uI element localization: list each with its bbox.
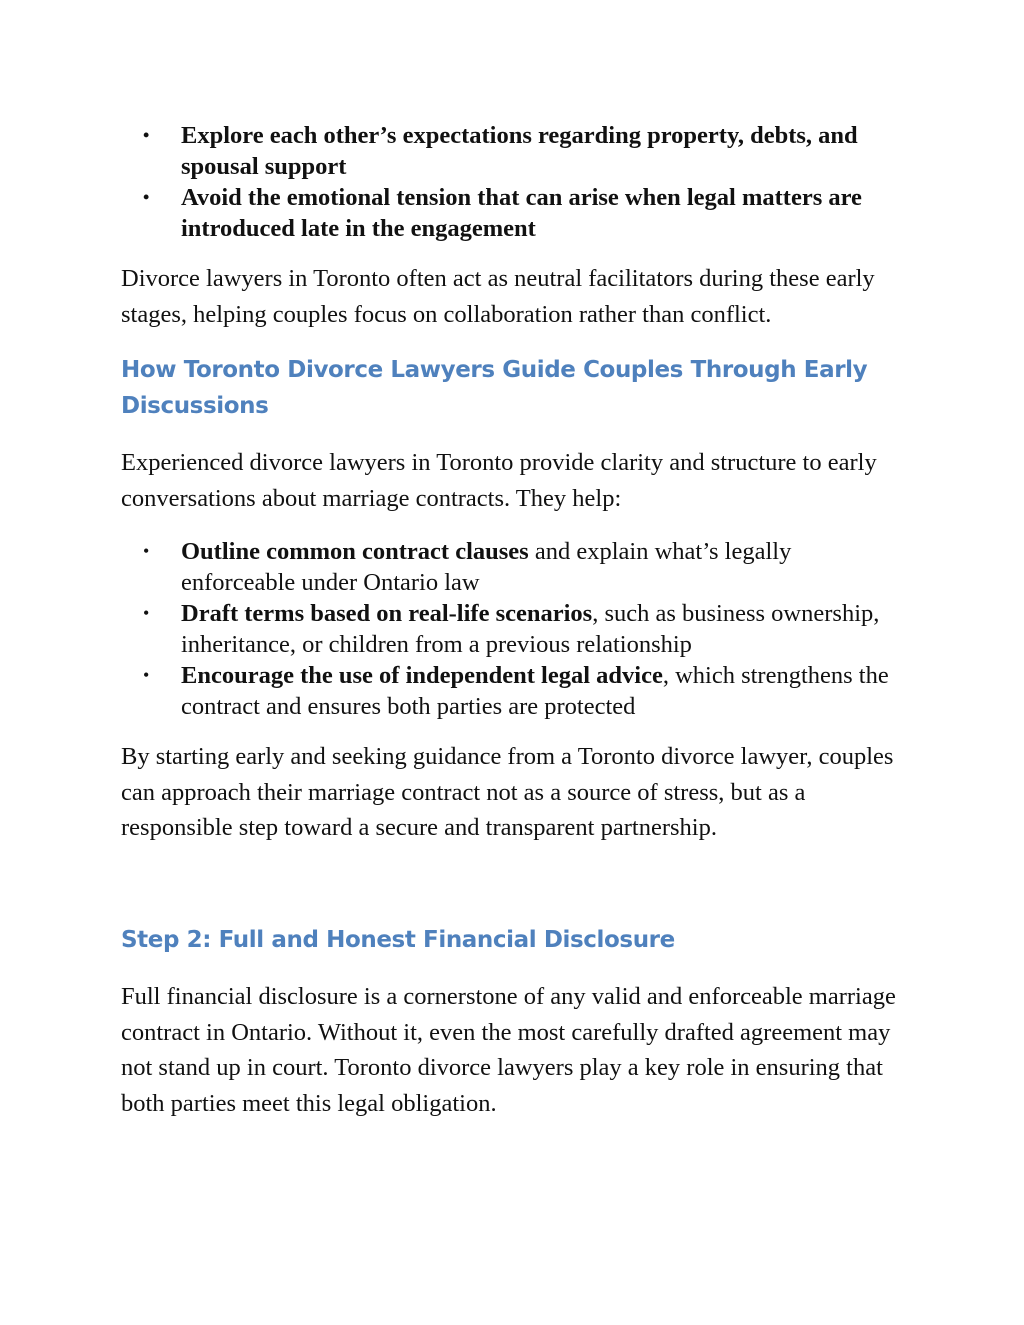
bullet-icon: • (143, 603, 150, 623)
paragraph-neutral-facilitators: Divorce lawyers in Toronto often act as neutral facilitators during these early stages, helping couples focus on collaboration rather than conflict. (121, 265, 875, 328)
list-item (121, 660, 911, 722)
bullet-icon: • (143, 187, 150, 207)
list-item-text: , which strengthens the contract and ensures both parties are protected (181, 662, 889, 720)
paragraph-experienced-lawyers: Experienced divorce lawyers in Toronto provide clarity and structure to early conversations about marriage contracts. They help: (121, 449, 877, 512)
bullet-icon: • (143, 541, 150, 561)
list-item-bold: Outline common contract clauses (181, 538, 529, 565)
list-item (121, 536, 911, 598)
bullet-icon: • (143, 665, 150, 685)
list-item-bold: Encourage the use of independent legal advice (181, 662, 663, 689)
list-item (121, 120, 911, 182)
paragraph-financial-disclosure: Full financial disclosure is a cornerstone of any valid and enforceable marriage contract in Ontario. Without it, even the most carefully drafted agreement may not stand up in court. Toronto divorce lawyers play a key role in ensuring that both parties meet this legal obligation. (121, 983, 896, 1117)
paragraph-starting-early: By starting early and seeking guidance from a Toronto divorce lawyer, couples can approach their marriage contract not as a source of stress, but as a responsible step toward a secure and transparent partnership. (121, 743, 894, 841)
list-item-text: Explore each other’s expectations regarding property, debts, and spousal support (181, 122, 858, 180)
bullet-icon: • (143, 125, 150, 145)
section-heading-step-2: Step 2: Full and Honest Financial Disclosure (121, 926, 675, 953)
list-item (121, 598, 911, 660)
list-item-text: Avoid the emotional tension that can arise when legal matters are introduced late in the engagement (181, 184, 862, 242)
help-list (121, 536, 911, 722)
list-item-bold: Draft terms based on real-life scenarios (181, 600, 593, 627)
section-heading-guide: How Toronto Divorce Lawyers Guide Couples Through Early Discussions (121, 357, 868, 419)
list-item-text: and explain what’s legally enforceable under Ontario law (181, 538, 792, 596)
expectations-list (121, 120, 911, 244)
list-item-text: , such as business ownership, inheritance, or children from a previous relationship (181, 600, 880, 658)
list-item (121, 182, 911, 244)
document-page (121, 120, 911, 1121)
